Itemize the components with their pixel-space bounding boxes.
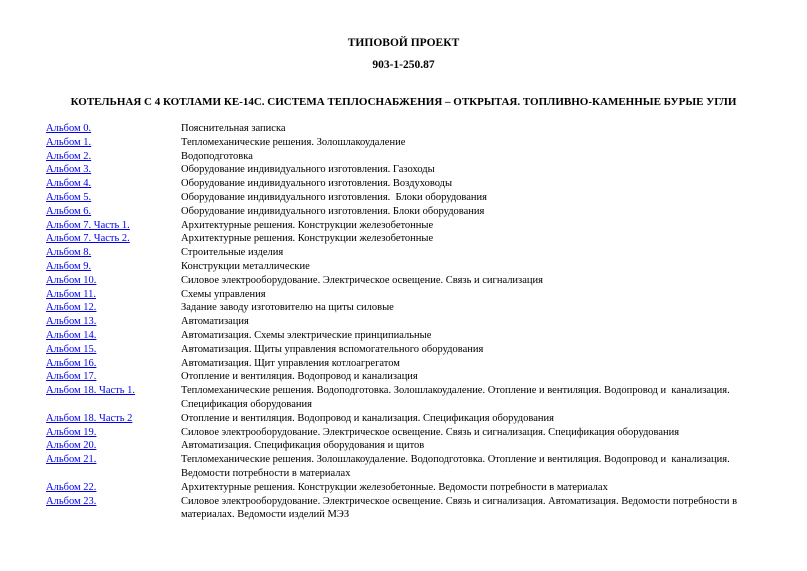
album-link[interactable]: Альбом 1. [46,136,92,148]
album-link[interactable]: Альбом 19. [46,426,97,438]
list-item [46,301,766,315]
album-link[interactable]: Альбом 20. [46,440,97,452]
list-item [46,412,766,426]
album-link[interactable]: Альбом 15. [46,343,97,355]
album-link[interactable]: Альбом 23. [46,495,97,507]
album-description: Тепломеханические решения. Золошлакоудаление [181,136,406,148]
album-link[interactable]: Альбом 18. Часть 2 [46,412,133,424]
album-description: Тепломеханические решения. Золошлакоудаление. Водоподготовка. Отопление и вентиляция. Водопровод и канализация. Ведомости потребности в материалах [181,454,733,479]
list-item [46,163,766,177]
list-item [46,357,766,371]
project-subtitle: КОТЕЛЬНАЯ С 4 КОТЛАМИ КЕ-14С. СИСТЕМА ТЕПЛОСНАБЖЕНИЯ – ОТКРЫТАЯ. ТОПЛИВНО-КАМЕННЫЕ БУРЫЕ УГЛИ [70,96,737,108]
album-link[interactable]: Альбом 7. Часть 1. [46,219,130,231]
list-item [46,122,766,136]
list-item [46,260,766,274]
album-description: Конструкции металлические [181,260,310,272]
album-description: Автоматизация. Спецификация оборудования и щитов [181,440,425,452]
album-link[interactable]: Альбом 16. [46,357,97,369]
album-link[interactable]: Альбом 5. [46,191,92,203]
album-list [46,122,766,522]
album-description: Оборудование индивидуального изготовления. Блоки оборудования [181,205,485,217]
album-description: Архитектурные решения. Конструкции железобетонные [181,219,434,231]
album-description: Отопление и вентиляция. Водопровод и канализация. Спецификация оборудования [181,412,554,424]
album-description: Автоматизация. Щит управления котлоагрегатом [181,357,400,369]
album-description: Автоматизация [181,316,249,328]
project-code: 903-1-250.87 [372,59,435,71]
list-item [46,288,766,302]
album-link[interactable]: Альбом 13. [46,316,97,328]
list-item [46,274,766,288]
album-description: Строительные изделия [181,247,284,259]
album-link[interactable]: Альбом 8. [46,247,92,259]
album-link[interactable]: Альбом 11. [46,288,97,300]
album-description: Автоматизация. Щиты управления вспомогательного оборудования [181,343,484,355]
album-description: Архитектурные решения. Конструкции железобетонные [181,233,434,245]
list-item [46,426,766,440]
album-description: Силовое электрооборудование. Электрическое освещение. Связь и сигнализация. Автоматизация. Ведомости потребности в материалах. Ведомости изделий МЭЗ [181,495,740,521]
album-link[interactable]: Альбом 22. [46,481,97,493]
list-item [46,315,766,329]
album-link[interactable]: Альбом 7. Часть 2. [46,233,130,245]
album-description: Силовое электрооборудование. Электрическое освещение. Связь и сигнализация. Спецификация оборудования [181,426,680,438]
list-item [46,370,766,384]
list-item [46,384,766,412]
album-link[interactable]: Альбом 14. [46,329,97,341]
album-link[interactable]: Альбом 18. Часть 1. [46,385,136,397]
list-item [46,481,766,495]
album-description: Отопление и вентиляция. Водопровод и канализация [181,371,418,383]
album-link[interactable]: Альбом 10. [46,274,97,286]
album-description: Оборудование индивидуального изготовления. Воздуховоды [181,178,453,190]
album-description: Оборудование индивидуального изготовления. Блоки оборудования [181,191,487,203]
album-link[interactable]: Альбом 17. [46,371,97,383]
album-description: Задание заводу изготовителю на щиты силовые [181,302,394,314]
list-item [46,177,766,191]
list-item [46,150,766,164]
album-link[interactable]: Альбом 0. [46,123,92,134]
list-item [46,329,766,343]
list-item [46,205,766,219]
album-link[interactable]: Альбом 21. [46,454,97,466]
album-link[interactable]: Альбом 6. [46,205,92,217]
album-link[interactable]: Альбом 12. [46,302,97,314]
album-link[interactable]: Альбом 4. [46,178,92,190]
list-item [46,343,766,357]
album-description: Схемы управления [181,288,266,300]
list-item [46,191,766,205]
list-item [46,453,766,481]
album-link[interactable]: Альбом 2. [46,150,92,162]
album-link[interactable]: Альбом 3. [46,164,92,176]
list-item [46,136,766,150]
album-description: Архитектурные решения. Конструкции железобетонные. Ведомости потребности в материалах [181,481,608,493]
document-title: ТИПОВОЙ ПРОЕКТ [347,37,460,49]
album-description: Водоподготовка [181,150,253,162]
album-link[interactable]: Альбом 9. [46,260,92,272]
list-item [46,232,766,246]
list-item [46,439,766,453]
album-description: Силовое электрооборудование. Электрическое освещение. Связь и сигнализация [181,274,543,286]
list-item [46,246,766,260]
album-description: Оборудование индивидуального изготовления. Газоходы [181,164,435,176]
album-description: Пояснительная записка [181,123,286,134]
album-description: Тепломеханические решения. Водоподготовка. Золошлакоудаление. Отопление и вентиляция. Водопровод и канализация. Спецификация оборудования [181,385,733,410]
list-item [46,219,766,233]
album-description: Автоматизация. Схемы электрические принципиальные [181,329,432,341]
list-item [46,495,766,523]
